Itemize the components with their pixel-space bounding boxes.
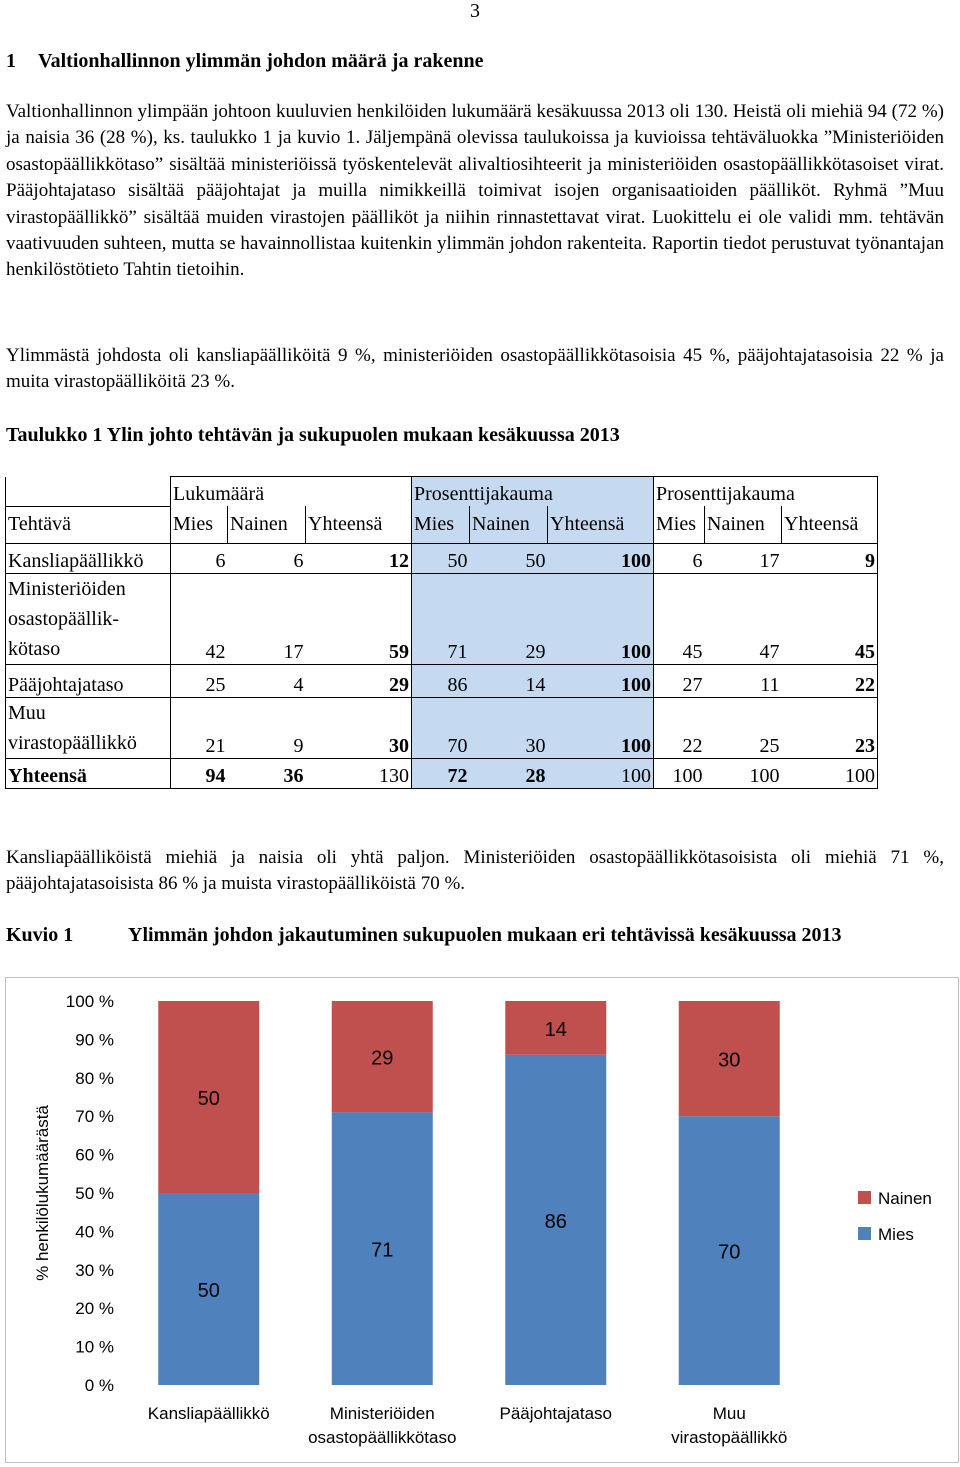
data-label-nainen: 14: [544, 1018, 567, 1041]
cell: 17: [705, 544, 782, 574]
cell: 100: [782, 759, 878, 789]
legend-label: Nainen: [878, 1189, 932, 1208]
cell: 100: [548, 698, 654, 759]
cell: 86: [412, 665, 470, 698]
stacked-bar-chart: [6, 978, 958, 1462]
col-header: Nainen: [228, 506, 306, 536]
data-label-nainen: 50: [197, 1088, 220, 1110]
x-tick-label: Pääjohtajataso: [499, 1404, 612, 1423]
page-number: 3: [470, 0, 480, 22]
x-tick-label: Kansliapäällikkö: [147, 1404, 270, 1423]
table-column-header-row: [6, 506, 878, 536]
row-label: Yhteensä: [6, 759, 171, 789]
col-header: Yhteensä: [782, 506, 878, 536]
cell: 42: [171, 574, 228, 665]
cell: 21: [171, 698, 228, 759]
cell: 6: [654, 544, 705, 574]
cell: 47: [705, 574, 782, 665]
row-label: Pääjohtajataso: [6, 665, 171, 698]
cell: 45: [654, 574, 705, 665]
figure-label: Kuvio 1: [6, 924, 74, 946]
cell: 70: [412, 698, 470, 759]
y-tick-label: 70 %: [75, 1107, 114, 1127]
cell: 22: [782, 665, 878, 698]
cell: 72: [412, 759, 470, 789]
cell: 59: [306, 574, 412, 665]
y-tick-label: 90 %: [75, 1030, 114, 1050]
y-axis-label: % henkilölukumäärästä: [33, 1105, 52, 1281]
cell: 30: [470, 698, 548, 759]
cell: 27: [654, 665, 705, 698]
legend-swatch: [858, 1191, 871, 1204]
group-header-lukumaara: Lukumäärä: [171, 477, 412, 507]
y-tick-label: 60 %: [75, 1145, 114, 1165]
y-tick-label: 50 %: [75, 1184, 114, 1203]
x-tick-label: Ministeriöiden: [329, 1404, 435, 1423]
col-header: Nainen: [705, 506, 782, 536]
col-header: Nainen: [470, 506, 548, 536]
col-header: Tehtävä: [6, 506, 171, 536]
section-title: Valtionhallinnon ylimmän johdon määrä ja rakenne: [38, 50, 484, 72]
cell: 9: [782, 544, 878, 574]
x-tick-label: virastopäällikkö: [671, 1428, 788, 1447]
figure-title: Ylimmän johdon jakautuminen sukupuolen mukaan eri tehtävissä kesäkuussa 2013: [128, 924, 842, 946]
chart-frame: [5, 977, 959, 1463]
cell: 100: [705, 759, 782, 789]
table-row: [6, 544, 878, 574]
section-heading: [6, 50, 483, 73]
cell: 17: [228, 574, 306, 665]
cell: 14: [470, 665, 548, 698]
cell: 36: [228, 759, 306, 789]
cell: 100: [548, 544, 654, 574]
col-header: Yhteensä: [548, 506, 654, 536]
table-row-total: [6, 759, 878, 789]
y-tick-label: 30 %: [75, 1260, 114, 1280]
cell: 29: [306, 665, 412, 698]
group-header-prosentti-2: Prosenttijakauma: [654, 477, 878, 507]
cell: 25: [171, 665, 228, 698]
cell: 50: [412, 544, 470, 574]
legend-swatch: [858, 1227, 871, 1240]
col-header: Mies: [412, 506, 470, 536]
cell: 100: [548, 665, 654, 698]
y-tick-label: 0 %: [84, 1376, 114, 1395]
table-row: [6, 665, 878, 698]
cell: 100: [654, 759, 705, 789]
x-tick-label: osastopäällikkötaso: [308, 1428, 457, 1447]
cell: 11: [705, 665, 782, 698]
y-tick-label: 100 %: [65, 992, 114, 1011]
cell: 12: [306, 544, 412, 574]
col-header: Mies: [654, 506, 705, 536]
figure-caption: [6, 924, 842, 947]
cell: 45: [782, 574, 878, 665]
table-row: [6, 574, 878, 665]
row-label: Kansliapäällikkö: [6, 544, 171, 574]
col-header: Mies: [171, 506, 228, 536]
cell: 4: [228, 665, 306, 698]
data-label-mies: 71: [371, 1239, 394, 1262]
data-label-mies: 70: [718, 1241, 741, 1264]
data-label-nainen: 30: [718, 1049, 741, 1072]
cell: 50: [470, 544, 548, 574]
y-tick-label: 20 %: [75, 1299, 114, 1319]
cell: 23: [782, 698, 878, 759]
data-label-nainen: 29: [371, 1047, 394, 1070]
row-label: Muu virastopäällikkö: [6, 698, 171, 759]
cell: 9: [228, 698, 306, 759]
cell: 30: [306, 698, 412, 759]
cell: 29: [470, 574, 548, 665]
cell: 71: [412, 574, 470, 665]
table-row: [6, 698, 878, 759]
data-table: [5, 476, 878, 789]
col-header: Yhteensä: [306, 506, 412, 536]
group-header-prosentti-1: Prosenttijakauma: [412, 477, 654, 507]
cell: 25: [705, 698, 782, 759]
x-tick-label: Muu: [712, 1404, 746, 1423]
legend-label: Mies: [878, 1225, 914, 1244]
cell: 100: [548, 574, 654, 665]
paragraph-shares: Ylimmästä johdosta oli kansliapäälliköitä 9 %, ministeriöiden osastopäällikkötasoisia 45 %, pääjohtajatasoisia 22 % ja muita virastopäälliköitä 23 %.: [6, 345, 944, 393]
y-tick-label: 80 %: [75, 1068, 114, 1088]
y-tick-label: 10 %: [75, 1337, 114, 1357]
data-label-mies: 50: [197, 1280, 220, 1302]
cell: 28: [470, 759, 548, 789]
y-tick-label: 40 %: [75, 1222, 114, 1242]
data-label-mies: 86: [544, 1210, 567, 1233]
cell: 6: [228, 544, 306, 574]
cell: 130: [306, 759, 412, 789]
paragraph-gender: Kansliapäälliköistä miehiä ja naisia oli yhtä paljon. Ministeriöiden osastopäällikkötasoisista oli miehiä 71 %, pääjohtajatasoisista 86 % ja muista virastopäälliköistä 70 %.: [6, 847, 944, 895]
table-group-header-row: [6, 477, 878, 507]
cell: 6: [171, 544, 228, 574]
table-caption: Taulukko 1 Ylin johto tehtävän ja sukupuolen mukaan kesäkuussa 2013: [6, 424, 620, 446]
paragraph-intro: Valtionhallinnon ylimpään johtoon kuuluvien henkilöiden lukumäärä kesäkuussa 2013 oli 130. Heistä oli miehiä 94 (72 %) ja naisia 36 (28 %), ks. taulukko 1 ja kuvio 1. Jäljempänä olevissa taulukoissa ja kuvioissa tehtäväluokka ”Ministeriöiden osastopäällikkötaso” sisältää ministeriöissä työskentelevät alivaltiosihteerit ja ministeriöiden osastopäällikkötasoiset virat. Pääjohtajataso sisältää pääjohtajat ja muilla nimikkeillä toimivat isojen organisaatioiden päälliköt. Ryhmä ”Muu virastopäällikkö” sisältää muiden virastojen päälliköt ja niihin rinnastettavat virat. Luokittelu ei ole validi mm. tehtävän vaativuuden suhteen, mutta se havainnollistaa kuitenkin ylimmän johdon rakenteita. Raportin tiedot perustuvat työnantajan henkilöstötieto Tahtin tietoihin.: [6, 101, 944, 281]
cell: 22: [654, 698, 705, 759]
row-label: Ministeriöiden osastopäällik- kötaso: [6, 574, 171, 665]
cell: 100: [548, 759, 654, 789]
cell: 94: [171, 759, 228, 789]
section-number: 1: [6, 50, 16, 72]
